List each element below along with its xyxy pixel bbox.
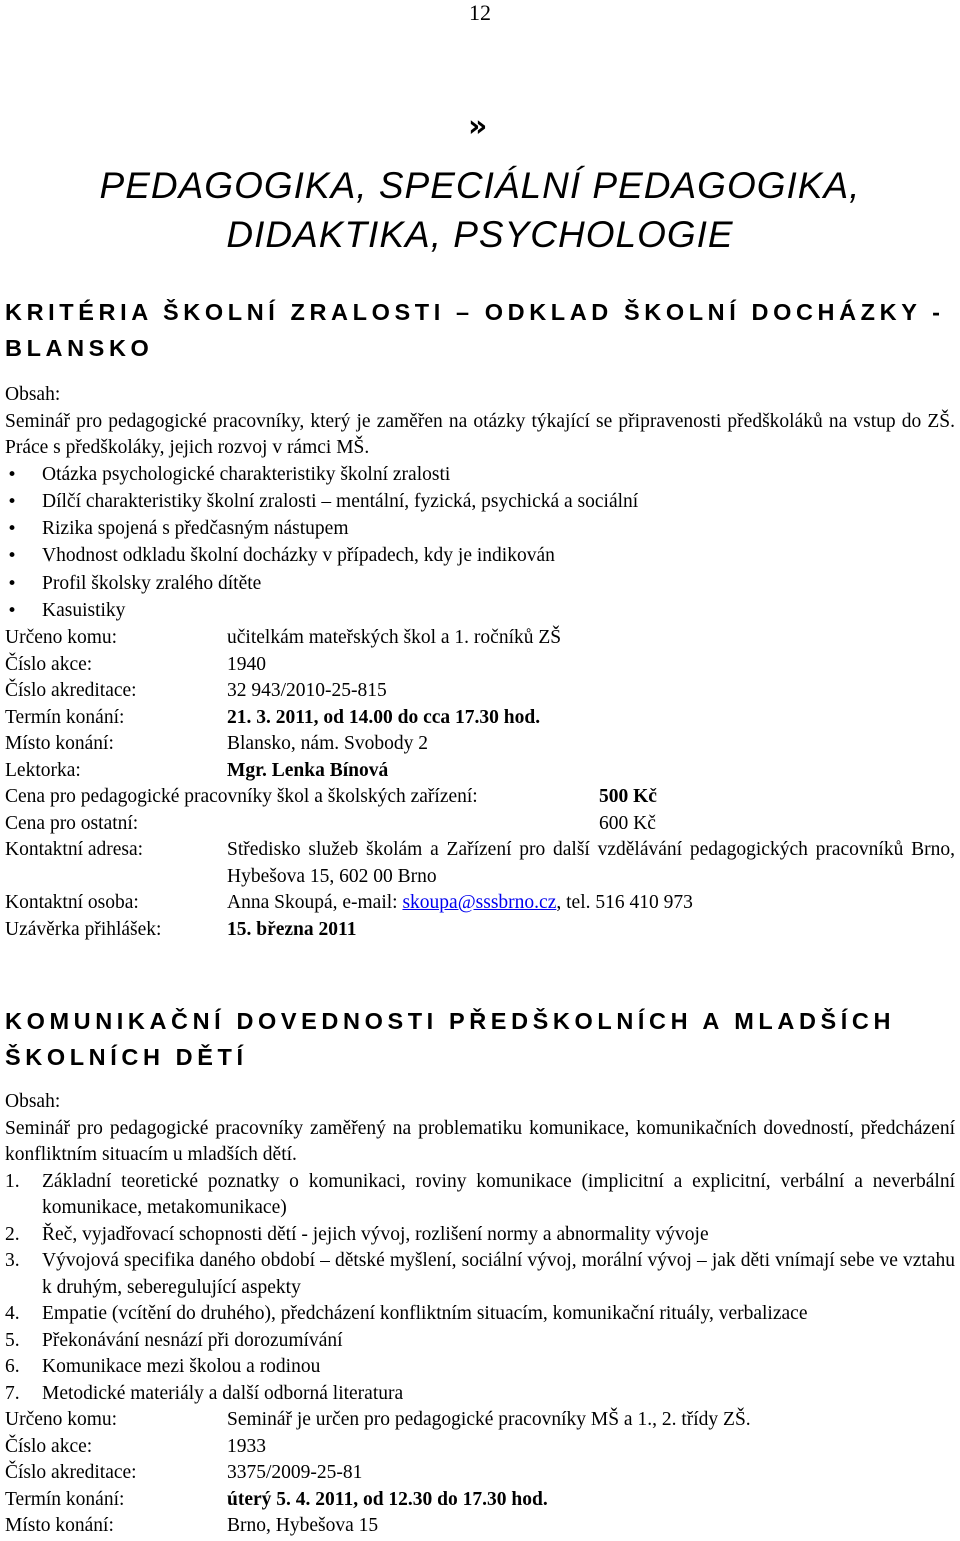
course1-audience-row	[5, 625, 955, 652]
course1-deadline-row	[5, 917, 955, 944]
course2-audience-row	[5, 1407, 955, 1434]
email-link[interactable]: skoupa@sssbrno.cz	[402, 892, 557, 914]
course1-action-row	[5, 652, 955, 679]
audience-value: Seminář je určen pro pedagogické pracovníky MŠ a 1., 2. třídy ZŠ.	[227, 1409, 751, 1430]
item-number: 1.	[5, 1170, 20, 1192]
audience-label: Určeno komu:	[5, 627, 118, 649]
course1-address-row	[5, 837, 955, 890]
bullet-item: • Kasuistiky	[5, 598, 955, 625]
address-label: Kontaktní adresa:	[5, 839, 144, 861]
place-label: Místo konání:	[5, 733, 114, 755]
bullet-item: • Dílčí charakteristiky školní zralosti – mentální, fyzická, psychická a sociální	[5, 489, 955, 516]
course2-action-row	[5, 1434, 955, 1461]
numbered-item	[5, 1328, 955, 1355]
contact-name: Anna Skoupá, e-mail:	[227, 892, 403, 914]
course1-accreditation-row	[5, 678, 955, 705]
address-value: Středisko služeb školám a Zařízení pro další vzdělávání pedagogických pracovníků Brno, Hybešova 15, 602 00 Brno	[227, 839, 955, 887]
date-value: úterý 5. 4. 2011, od 12.30 do 17.30 hod.	[227, 1488, 548, 1510]
contact-label: Kontaktní osoba:	[5, 892, 139, 914]
contact-phone: , tel. 516 410 973	[556, 892, 693, 914]
course1-intro: Seminář pro pedagogické pracovníky, který je zaměřen na otázky týkající se připravenosti předškoláků na vstup do ZŠ. Práce s předškoláky, jejich rozvoj v rámci MŠ.	[5, 410, 955, 458]
course2-place-row	[5, 1513, 955, 1540]
place-value: Brno, Hybešova 15	[227, 1515, 379, 1536]
bullet-item: • Profil školsky zralého dítěte	[5, 571, 955, 598]
item-number: 3.	[5, 1250, 20, 1271]
accreditation-value: 3375/2009-25-81	[227, 1462, 363, 1483]
course1-body	[5, 382, 955, 943]
item-text: Základní teoretické poznatky o komunikaci, roviny komunikace (implicitní a explicitní, verbální a neverbální komunikace, metakomunikace)	[42, 1170, 955, 1218]
course2-date-row	[5, 1487, 955, 1514]
numbered-item	[5, 1222, 955, 1249]
chevron-icon: »	[468, 109, 488, 144]
bullet-item: • Otázka psychologické charakteristiky školní zralosti	[5, 462, 955, 489]
price-ped-value: 500 Kč	[599, 786, 657, 808]
course1-price-other-row	[5, 811, 955, 838]
price-other-value: 600 Kč	[599, 812, 656, 834]
price-other-label: Cena pro ostatní:	[5, 812, 139, 834]
action-number-value: 1933	[227, 1435, 266, 1457]
bullet-item: • Vhodnost odkladu školní docházky v případech, kdy je indikován	[5, 543, 955, 570]
deadline-label: Uzávěrka přihlášek:	[5, 918, 162, 940]
numbered-item	[5, 1301, 955, 1328]
course1-title: KRITÉRIA ŠKOLNÍ ZRALOSTI – ODKLAD ŠKOLNÍ DOCHÁZKY - BLANSKO	[5, 299, 945, 361]
course2-accreditation-row	[5, 1460, 955, 1487]
course2-numbered-list	[5, 1169, 955, 1408]
price-ped-label: Cena pro pedagogické pracovníky škol a školských zařízení:	[5, 786, 478, 808]
bullet-item: • Rizika spojená s předčasným nástupem	[5, 516, 955, 543]
section-title-line2: DIDAKTIKA, PSYCHOLOGIE	[226, 214, 734, 255]
item-text: Komunikace mezi školou a rodinou	[42, 1356, 321, 1377]
section-title-line1: PEDAGOGIKA, SPECIÁLNÍ PEDAGOGIKA,	[99, 165, 861, 206]
action-number-value: 1940	[227, 653, 266, 675]
page-number: 12	[469, 0, 491, 25]
audience-label: Určeno komu:	[5, 1409, 118, 1430]
course1-contact-row	[5, 890, 955, 917]
date-label: Termín konání:	[5, 1488, 125, 1510]
action-number-label: Číslo akce:	[5, 653, 93, 675]
accreditation-label: Číslo akreditace:	[5, 1462, 137, 1483]
course2-body	[5, 1089, 955, 1540]
item-number: 4.	[5, 1303, 20, 1324]
item-number: 5.	[5, 1329, 20, 1351]
course1-date-row	[5, 705, 955, 732]
deadline-value: 15. března 2011	[227, 918, 357, 940]
lecturer-value: Mgr. Lenka Bínová	[227, 759, 389, 781]
course1-content-label: Obsah:	[5, 384, 61, 405]
date-value: 21. 3. 2011, od 14.00 do cca 17.30 hod.	[227, 706, 541, 728]
numbered-item	[5, 1248, 955, 1301]
item-number: 6.	[5, 1356, 20, 1377]
accreditation-value: 32 943/2010-25-815	[227, 680, 387, 702]
action-number-label: Číslo akce:	[5, 1435, 93, 1457]
accreditation-label: Číslo akreditace:	[5, 680, 137, 702]
numbered-item	[5, 1169, 955, 1222]
place-value: Blansko, nám. Svobody 2	[227, 733, 428, 755]
item-text: Překonávání nesnází při dorozumívání	[42, 1329, 343, 1351]
course2-intro: Seminář pro pedagogické pracovníky zaměřený na problematiku komunikace, komunikačních dovedností, předcházení konfliktním situacím u mladších dětí.	[5, 1117, 955, 1165]
course1-price-ped-row	[5, 784, 955, 811]
course1-bullet-list	[5, 462, 955, 626]
lecturer-label: Lektorka:	[5, 759, 81, 781]
item-text: Vývojová specifika daného období – dětské myšlení, sociální vývoj, morální vývoj – jak děti vnímají sebe ve vztahu k druhým, seberegulující aspekty	[42, 1250, 955, 1298]
audience-value: učitelkám mateřských škol a 1. ročníků ZŠ	[227, 627, 562, 649]
numbered-item	[5, 1354, 955, 1381]
item-text: Řeč, vyjadřovací schopnosti dětí - jejich vývoj, rozlišení normy a abnormality vývoje	[42, 1223, 709, 1245]
course2-content-label: Obsah:	[5, 1091, 61, 1112]
item-number: 2.	[5, 1223, 20, 1245]
place-label: Místo konání:	[5, 1515, 114, 1536]
course2-title: KOMUNIKAČNÍ DOVEDNOSTI PŘEDŠKOLNÍCH A MLADŠÍCH ŠKOLNÍCH DĚTÍ	[5, 1008, 896, 1070]
numbered-item	[5, 1381, 955, 1408]
date-label: Termín konání:	[5, 706, 125, 728]
course1-lecturer-row	[5, 758, 955, 785]
item-text: Empatie (vcítění do druhého), předcházení konfliktním situacím, komunikační rituály, verbalizace	[42, 1303, 808, 1324]
item-number: 7.	[5, 1382, 20, 1404]
item-text: Metodické materiály a další odborná literatura	[42, 1382, 404, 1404]
contact-value	[227, 890, 955, 917]
course1-place-row	[5, 731, 955, 758]
